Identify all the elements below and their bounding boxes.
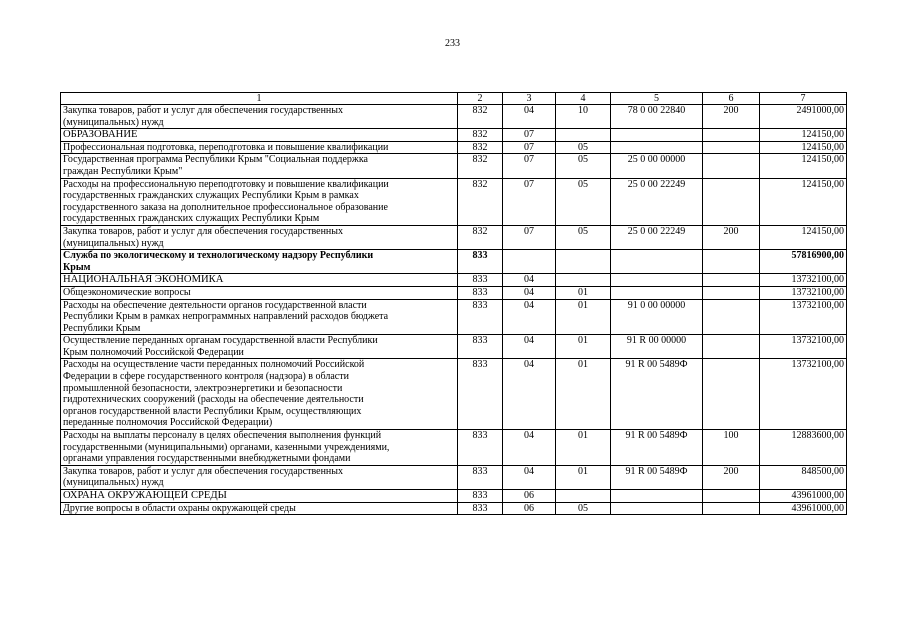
row-section-code-cell: 04 <box>503 465 556 489</box>
row-ministry-code-cell: 833 <box>458 286 503 299</box>
row-ministry-code-cell: 833 <box>458 299 503 335</box>
row-section-code-cell: 04 <box>503 286 556 299</box>
row-amount-cell: 13732100,00 <box>760 335 847 359</box>
row-section-code-cell: 04 <box>503 299 556 335</box>
row-name-cell: ОБРАЗОВАНИЕ <box>61 129 458 142</box>
row-ministry-code-cell: 833 <box>458 430 503 466</box>
row-section-code-cell: 06 <box>503 490 556 503</box>
row-section-code-cell: 07 <box>503 178 556 225</box>
budget-table <box>60 92 847 515</box>
row-amount-cell: 124150,00 <box>760 154 847 178</box>
row-target-article-cell <box>611 502 703 515</box>
row-name-cell: Другие вопросы в области охраны окружающей среды <box>61 502 458 515</box>
row-expense-type-cell: 100 <box>703 430 760 466</box>
row-subsection-code-cell: 05 <box>556 141 611 154</box>
row-amount-cell: 848500,00 <box>760 465 847 489</box>
row-target-article-cell <box>611 129 703 142</box>
row-name-cell: НАЦИОНАЛЬНАЯ ЭКОНОМИКА <box>61 274 458 287</box>
row-name-cell: Закупка товаров, работ и услуг для обеспечения государственных (муниципальных) нужд <box>61 225 458 249</box>
row-subsection-code-cell: 01 <box>556 359 611 430</box>
header-row <box>61 93 847 105</box>
row-section-code-cell: 07 <box>503 225 556 249</box>
column-header: 6 <box>703 93 760 105</box>
column-header: 7 <box>760 93 847 105</box>
row-target-article-cell <box>611 286 703 299</box>
row-target-article-cell: 91 0 00 00000 <box>611 299 703 335</box>
row-expense-type-cell <box>703 129 760 142</box>
table-row <box>61 141 847 154</box>
row-section-code-cell <box>503 250 556 274</box>
row-subsection-code-cell: 05 <box>556 502 611 515</box>
row-amount-cell: 13732100,00 <box>760 286 847 299</box>
row-amount-cell: 2491000,00 <box>760 105 847 129</box>
row-target-article-cell: 91 R 00 5489Ф <box>611 465 703 489</box>
row-name-cell: ОХРАНА ОКРУЖАЮЩЕЙ СРЕДЫ <box>61 490 458 503</box>
row-section-code-cell: 04 <box>503 430 556 466</box>
row-subsection-code-cell <box>556 250 611 274</box>
table-row <box>61 299 847 335</box>
row-name-cell: Расходы на профессиональную переподготовку и повышение квалификации государственных гражданских служащих Республики Крым в рамках государственного заказа на дополнительное профессиональное образование государственных гражданских служащих Республики Крым <box>61 178 458 225</box>
row-expense-type-cell <box>703 141 760 154</box>
row-expense-type-cell <box>703 502 760 515</box>
row-name-cell: Расходы на осуществление части переданных полномочий Российской Федерации в сфере государственного контроля (надзора) в области промышленной безопасности, электроэнергетики и безопасности гидротехнических сооружений (расходы на обеспечение деятельности органов государственной власти Республики Крым, осуществляющих переданные полномочия Российской Федерации) <box>61 359 458 430</box>
row-section-code-cell: 04 <box>503 335 556 359</box>
column-header: 4 <box>556 93 611 105</box>
table-row <box>61 490 847 503</box>
row-amount-cell: 13732100,00 <box>760 299 847 335</box>
row-amount-cell: 13732100,00 <box>760 274 847 287</box>
row-amount-cell: 43961000,00 <box>760 490 847 503</box>
table-row <box>61 225 847 249</box>
row-amount-cell: 13732100,00 <box>760 359 847 430</box>
row-name-cell: Служба по экологическому и технологическому надзору Республики Крым <box>61 250 458 274</box>
row-subsection-code-cell: 01 <box>556 465 611 489</box>
row-subsection-code-cell <box>556 490 611 503</box>
table-row <box>61 154 847 178</box>
row-subsection-code-cell: 05 <box>556 225 611 249</box>
row-expense-type-cell <box>703 250 760 274</box>
row-ministry-code-cell: 832 <box>458 154 503 178</box>
row-section-code-cell: 07 <box>503 154 556 178</box>
row-target-article-cell <box>611 490 703 503</box>
table-row <box>61 502 847 515</box>
table-row <box>61 359 847 430</box>
row-amount-cell: 124150,00 <box>760 178 847 225</box>
row-subsection-code-cell <box>556 274 611 287</box>
row-expense-type-cell <box>703 490 760 503</box>
row-target-article-cell: 91 R 00 00000 <box>611 335 703 359</box>
row-subsection-code-cell: 01 <box>556 286 611 299</box>
row-name-cell: Государственная программа Республики Крым "Социальная поддержка граждан Республики Крым" <box>61 154 458 178</box>
table-row <box>61 105 847 129</box>
row-ministry-code-cell: 832 <box>458 129 503 142</box>
column-header: 1 <box>61 93 458 105</box>
table-row <box>61 178 847 225</box>
row-ministry-code-cell: 833 <box>458 335 503 359</box>
row-name-cell: Закупка товаров, работ и услуг для обеспечения государственных (муниципальных) нужд <box>61 465 458 489</box>
row-target-article-cell: 91 R 00 5489Ф <box>611 430 703 466</box>
row-subsection-code-cell: 10 <box>556 105 611 129</box>
row-expense-type-cell <box>703 154 760 178</box>
row-name-cell: Расходы на выплаты персоналу в целях обеспечения выполнения функций государственными (муниципальными) органами, казенными учреждениями, органами управления государственными внебюджетными фондами <box>61 430 458 466</box>
row-target-article-cell: 91 R 00 5489Ф <box>611 359 703 430</box>
row-target-article-cell: 25 0 00 22249 <box>611 178 703 225</box>
row-amount-cell: 12883600,00 <box>760 430 847 466</box>
row-section-code-cell: 04 <box>503 359 556 430</box>
row-section-code-cell: 04 <box>503 274 556 287</box>
page-number: 233 <box>445 38 460 49</box>
row-amount-cell: 124150,00 <box>760 129 847 142</box>
row-section-code-cell: 07 <box>503 129 556 142</box>
table-row <box>61 335 847 359</box>
table-row <box>61 250 847 274</box>
row-subsection-code-cell: 05 <box>556 154 611 178</box>
column-header: 2 <box>458 93 503 105</box>
table-body <box>61 105 847 515</box>
row-ministry-code-cell: 832 <box>458 141 503 154</box>
row-expense-type-cell <box>703 274 760 287</box>
row-subsection-code-cell: 01 <box>556 335 611 359</box>
row-expense-type-cell <box>703 178 760 225</box>
row-subsection-code-cell <box>556 129 611 142</box>
row-target-article-cell: 25 0 00 00000 <box>611 154 703 178</box>
row-name-cell: Расходы на обеспечение деятельности органов государственной власти Республики Крым в рамках непрограммных направлений расходов бюджета Республики Крым <box>61 299 458 335</box>
row-target-article-cell: 25 0 00 22249 <box>611 225 703 249</box>
row-amount-cell: 43961000,00 <box>760 502 847 515</box>
row-ministry-code-cell: 833 <box>458 490 503 503</box>
row-target-article-cell <box>611 274 703 287</box>
table-row <box>61 286 847 299</box>
row-amount-cell: 57816900,00 <box>760 250 847 274</box>
row-name-cell: Профессиональная подготовка, переподготовка и повышение квалификации <box>61 141 458 154</box>
row-expense-type-cell <box>703 286 760 299</box>
row-target-article-cell <box>611 250 703 274</box>
row-expense-type-cell: 200 <box>703 105 760 129</box>
row-section-code-cell: 07 <box>503 141 556 154</box>
row-ministry-code-cell: 832 <box>458 178 503 225</box>
row-expense-type-cell: 200 <box>703 465 760 489</box>
row-subsection-code-cell: 05 <box>556 178 611 225</box>
row-expense-type-cell: 200 <box>703 225 760 249</box>
row-ministry-code-cell: 833 <box>458 502 503 515</box>
row-section-code-cell: 06 <box>503 502 556 515</box>
row-expense-type-cell <box>703 335 760 359</box>
table-row <box>61 430 847 466</box>
table-row <box>61 274 847 287</box>
row-section-code-cell: 04 <box>503 105 556 129</box>
row-subsection-code-cell: 01 <box>556 299 611 335</box>
row-name-cell: Общеэкономические вопросы <box>61 286 458 299</box>
row-ministry-code-cell: 832 <box>458 105 503 129</box>
column-header: 3 <box>503 93 556 105</box>
row-name-cell: Закупка товаров, работ и услуг для обеспечения государственных (муниципальных) нужд <box>61 105 458 129</box>
row-amount-cell: 124150,00 <box>760 225 847 249</box>
row-expense-type-cell <box>703 359 760 430</box>
row-target-article-cell: 78 0 00 22840 <box>611 105 703 129</box>
row-name-cell: Осуществление переданных органам государственной власти Республики Крым полномочий Российской Федерации <box>61 335 458 359</box>
row-ministry-code-cell: 833 <box>458 274 503 287</box>
table-row <box>61 465 847 489</box>
row-ministry-code-cell: 833 <box>458 465 503 489</box>
table-row <box>61 129 847 142</box>
row-target-article-cell <box>611 141 703 154</box>
row-ministry-code-cell: 832 <box>458 225 503 249</box>
row-ministry-code-cell: 833 <box>458 359 503 430</box>
row-ministry-code-cell: 833 <box>458 250 503 274</box>
row-subsection-code-cell: 01 <box>556 430 611 466</box>
row-amount-cell: 124150,00 <box>760 141 847 154</box>
row-expense-type-cell <box>703 299 760 335</box>
column-header: 5 <box>611 93 703 105</box>
